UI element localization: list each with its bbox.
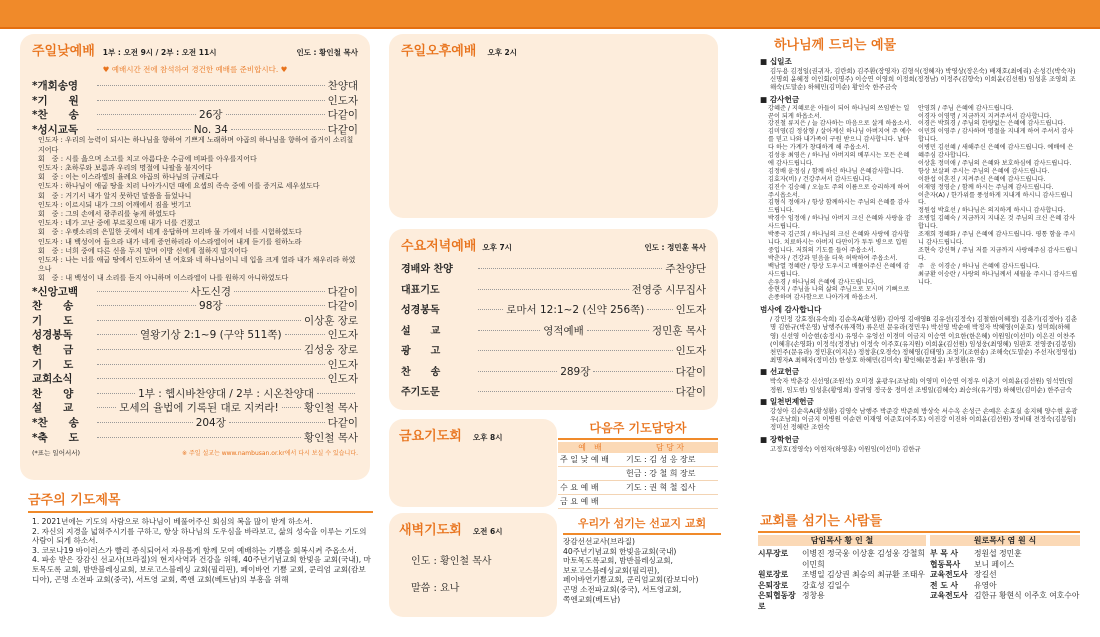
prayer-item: 3. 코로나19 바이러스가 빨리 종식되어서 자유롭게 함께 모여 예배하는 기쁨을 회복시켜 주옵소서.	[32, 545, 357, 555]
website-note: ※ 주일 설교는 www.nambusan.or.kr에서 다시 보실 수 있습니다.	[182, 450, 358, 458]
worship-item	[32, 342, 358, 357]
dot-leader	[97, 291, 188, 292]
responsive-line: 회 중 : 시를 읊으며 소고를 치고 아름다운 수금에 비파를 아우를지어다	[38, 154, 257, 163]
worship-item	[32, 122, 358, 137]
offering-category-name: ■ 일천번제헌금	[760, 396, 814, 406]
staff-row	[758, 570, 926, 581]
dot-leader	[478, 289, 629, 290]
next-week-row	[558, 467, 718, 481]
worship-item	[32, 313, 358, 328]
worship-item	[401, 363, 706, 384]
missions	[563, 515, 721, 604]
item-person: 인도자	[327, 94, 358, 107]
wed-leader: 인도 : 정민훈 목사	[644, 243, 706, 252]
item-label: *개회송영	[32, 80, 79, 92]
dot-leader	[285, 334, 325, 335]
staff-role: 전 도 사	[930, 580, 959, 590]
dawn-prayer-box	[389, 513, 557, 617]
item-person: 다같이	[675, 365, 706, 378]
item-label: 설 교	[32, 402, 74, 415]
sunday-afternoon-box	[389, 34, 718, 218]
dawn-sermon: 말씀 : 요나	[411, 583, 460, 594]
worship-item	[401, 383, 706, 404]
item-label: 성경봉독	[401, 305, 440, 316]
staff-title: 교회를 섬기는 사람들	[760, 514, 883, 529]
next-week-service: 주 일 낮 예 배	[560, 455, 609, 464]
item-person: 다같이	[327, 109, 359, 122]
item-label: *기 원	[32, 94, 79, 107]
friday-prayer-box	[389, 419, 557, 507]
worship-item	[32, 400, 358, 415]
staff-role: 협동목사	[930, 559, 961, 569]
staff-left	[758, 549, 926, 612]
worship-item	[401, 260, 706, 281]
next-week-row	[558, 495, 718, 509]
staff-right	[930, 549, 1080, 612]
item-content: 1부 : 헵시바찬양대 / 2부 : 시온찬양대	[138, 387, 314, 400]
dot-leader	[647, 309, 672, 310]
responsive-reading	[38, 136, 358, 283]
offering-category	[760, 366, 1078, 393]
item-person: 다같이	[327, 123, 359, 136]
dot-leader	[97, 100, 325, 101]
worship-item	[32, 298, 358, 313]
staff-names: 정원섭 정민훈	[974, 549, 1022, 558]
item-content: 열왕기상 2:1~9 (구약 511쪽)	[139, 329, 282, 342]
offerings-title: 하나님께 드리는 예물	[774, 38, 897, 53]
top-banner-line	[0, 27, 1100, 29]
staff-rule	[758, 531, 1080, 533]
staff-names: 유영아	[974, 580, 997, 590]
dot-leader	[97, 85, 325, 86]
staff-role: 부 목 사	[930, 549, 959, 558]
item-content: 26장	[199, 109, 223, 122]
missions-rule	[563, 533, 721, 535]
item-person: 황인철 목사	[303, 431, 358, 444]
offering-category	[760, 434, 1078, 453]
responsive-line: 인도자 : 초하루와 보름과 우리의 명절에 나팔을 불지어다	[38, 163, 212, 172]
item-person: 정민훈 목사	[651, 324, 707, 337]
staff-row	[930, 549, 1080, 560]
next-week-head-person: 담 당 자	[622, 442, 718, 453]
dawn-time: 오전 6시	[472, 527, 503, 536]
next-week-prayer	[558, 419, 718, 509]
responsive-line: 인도자 : 나는 너를 애굽 땅에서 인도하여 낸 여호와 네 하나님이니 네 입을 크게 열라 내가 채우리라 하였으나	[38, 256, 356, 274]
item-label: 찬 송	[32, 300, 74, 313]
dot-leader	[97, 437, 301, 438]
worship-item	[401, 301, 706, 322]
offering-category-name: ■ 장학헌금	[760, 434, 800, 444]
item-person: 찬양대	[327, 80, 358, 92]
staff-row	[758, 581, 926, 592]
staff-names: 장길선	[974, 570, 997, 579]
worship-item	[32, 386, 358, 401]
dot-leader	[97, 393, 135, 394]
item-label: *성시교독	[32, 123, 79, 136]
prayer-topics-rule	[28, 511, 373, 513]
item-person: 인도자	[675, 304, 707, 316]
missions-title: 우리가 섬기는 선교지 교회	[577, 517, 707, 530]
item-label: 대표기도	[401, 284, 440, 296]
item-person: 인도자	[327, 358, 358, 371]
dot-leader	[97, 114, 196, 115]
item-person: 황인철 목사	[303, 402, 358, 415]
dot-leader	[478, 309, 503, 310]
responsive-line: 인도자 : 내 백성이여 들으라 내가 네게 증언하리라 이스라엘이여 내게 듣기를 원하노라	[38, 237, 302, 246]
worship-item	[32, 93, 358, 108]
emeritus-pastor: 원로목사 염 원 식	[930, 535, 1080, 546]
offering-names: 강성아 김순옥A(황성환) 김영숙 남행주 박준강 박준희 방상숙 서수옥 손성근 손예은 손효실 송지혜 양수현 윤광우(조남희) 이금지 이병원 이순련 이재영 이준호(이주호) 이진강 이진하 이희윤(김선원) 장비태 전정숙(김봉임) 정미선 정혜란 조현숙	[770, 406, 1078, 432]
staff-role: 원로장로	[758, 570, 789, 579]
responsive-line: 인도자 : 하나님이 애굽 땅을 치러 나아가시던 때에 요셉의 족속 중에 이를 증거로 세우셨도다	[38, 182, 320, 191]
item-label: 교회소식	[32, 373, 73, 386]
item-label: 경배와 찬양	[401, 264, 453, 275]
item-person: 인도자	[675, 345, 706, 357]
worship-item	[32, 284, 358, 299]
sunday-service-title: 주일낮예배	[32, 44, 95, 59]
dot-leader	[97, 378, 325, 379]
prayer-topics-list	[28, 517, 373, 584]
dot-leader	[478, 268, 662, 269]
worship-item	[32, 415, 358, 430]
dot-leader	[231, 129, 325, 130]
dawn-title: 새벽기도회	[399, 523, 462, 538]
offerings	[760, 34, 1078, 455]
offering-names: 박숙자 박춘강 신선영(조원석) 오미경 윤광우(조남희) 이영미 이승연 이정우 이춘기 이희윤(김선원) 임석연(임정원, 임도현) 임성훈(황영희) 장귀영 정국웅 정미선 조병일(김혜숙) 최승의(유기명) 하혜민(김미순) 한주금숙	[770, 377, 1074, 394]
item-person: 이상훈 장로	[303, 314, 358, 327]
worship-item	[401, 281, 706, 302]
missions-list: 장감선선교사(브라질) 40주년기념교회 한빛음교회(국내) 마토목도록교회, 밤반블레싱교회, 보로고스블레싱교회(필리핀), 페이바연기쁨교회, 쿤리엄교회(캄보디아) 곤명 소전파교회(중국), 서트영교회, 쪽엔교회(베트남)	[563, 537, 699, 604]
staff-role: 시무장로	[758, 549, 789, 558]
dot-leader	[226, 114, 325, 115]
offerings-categories	[760, 56, 1078, 453]
responsive-line: 인도자 : 우리의 능력이 되시는 하나님을 향하여 기쁘게 노래하며 야곱의 하나님을 향하여 즐거이 소리칠지어다	[38, 136, 354, 154]
item-person: 인도자	[327, 329, 358, 342]
friday-time: 오후 8시	[472, 433, 503, 442]
dot-leader	[97, 422, 193, 423]
dot-leader	[478, 350, 673, 351]
sunday-service-times: 1부 : 오전 9시 / 2부 : 오전 11시	[102, 48, 217, 57]
responsive-line: 인도자 : 이르시되 내가 그의 어깨에서 짐을 벗기고	[38, 200, 192, 209]
dawn-leader: 인도 : 황인철 목사	[411, 556, 492, 567]
staff-row	[930, 570, 1080, 581]
item-content: 204장	[195, 416, 226, 429]
responsive-line: 회 중 : 그의 손에서 광주리를 놓게 하였도다	[38, 210, 176, 218]
next-week-head-worship: 예 배	[558, 442, 622, 453]
church-staff	[758, 510, 1080, 612]
dot-leader	[229, 422, 325, 423]
item-label: 성경봉독	[32, 329, 73, 342]
staff-names: 강효성 김일수	[802, 580, 850, 590]
item-content: 로마서 12:1~2 (신약 256쪽)	[506, 304, 645, 316]
item-label: 헌 금	[32, 344, 74, 356]
offering-category-name: ■ 선교헌금	[760, 367, 800, 377]
dot-leader	[587, 330, 649, 331]
dot-leader	[226, 305, 325, 306]
item-content: 사도신경	[190, 285, 232, 298]
offering-category	[760, 94, 1078, 303]
dot-leader	[317, 393, 355, 394]
worship-item	[401, 322, 706, 343]
next-week-person: 기도 : 권 혁 철 집사	[626, 483, 696, 492]
item-label: *신앙고백	[32, 285, 79, 298]
wed-title: 수요저녁예배	[401, 239, 477, 254]
staff-row	[930, 560, 1080, 571]
dot-leader	[478, 391, 673, 392]
dot-leader	[282, 407, 301, 408]
staff-row	[758, 591, 926, 612]
worship-item	[32, 107, 358, 122]
item-person: 다같이	[675, 386, 706, 398]
next-week-person: 기도 : 김 성 응 장로	[626, 455, 696, 464]
item-content: 모세의 율법에 기록된 대로 지켜라!	[119, 402, 279, 415]
offering-category	[760, 396, 1078, 432]
wed-time: 오후 7시	[482, 243, 512, 252]
next-week-rows	[558, 453, 718, 509]
sunday-service-box	[20, 34, 370, 480]
item-label: 설 교	[401, 325, 441, 337]
item-label: 찬 송	[401, 366, 441, 378]
prayer-topics-title: 금주의 기도제목	[28, 493, 121, 508]
worship-item	[32, 371, 358, 386]
worship-item	[32, 78, 358, 93]
sunday-pm-title: 주일오후예배	[401, 44, 477, 59]
item-content: 98장	[199, 300, 223, 313]
dot-leader	[234, 291, 325, 292]
dot-leader	[593, 371, 672, 372]
offering-category-name: ■ 감사헌금	[760, 94, 800, 104]
next-week-title: 다음주 기도담당자	[589, 421, 687, 435]
dot-leader	[97, 349, 301, 350]
staff-names: 보니 페이스	[974, 559, 1015, 569]
staff-names: 정창용	[802, 591, 825, 600]
friday-title: 금요기도회	[399, 429, 462, 444]
prayer-topics	[28, 489, 373, 584]
prayer-item: 1. 2021년에는 기도의 사람으로 하나님이 베풀어주신 회심의 복을 많이 받게 하소서.	[32, 517, 313, 526]
sunday-pm-time: 오후 2시	[487, 48, 518, 57]
next-week-service: 금 요 예 배	[560, 497, 599, 506]
order-of-worship-part1	[32, 78, 358, 136]
dot-leader	[97, 407, 116, 408]
dot-leader	[97, 129, 191, 130]
next-week-person: 헌금 : 강 철 희 장로	[626, 469, 696, 478]
worship-notice: ♥ 예배시간 전에 참석하여 경건한 예배를 준비합시다. ♥	[102, 65, 288, 74]
sunday-service-leader: 인도 : 황인철 목사	[296, 48, 358, 57]
worship-item	[32, 430, 358, 445]
item-label: *찬 송	[32, 416, 79, 429]
staff-names: 김한규 황현식 이주호 여호수아	[974, 591, 1080, 600]
responsive-line: 회 중 : 내 백성이 내 소리를 듣지 아니하며 이스라엘이 나를 원하지 아니하였도다	[38, 274, 289, 283]
dot-leader	[97, 320, 301, 321]
staff-names: 조병일 김상권 최승의 최규환 조태우	[802, 570, 925, 579]
item-label: 기 도	[32, 358, 74, 371]
responsive-line: 인도자 : 네가 고난 중에 부르짖으매 내가 너를 건졌고	[38, 219, 201, 228]
staff-row	[758, 549, 926, 570]
next-week-service: 수 요 예 배	[560, 483, 599, 492]
next-week-rule	[558, 438, 718, 440]
item-person: 다같이	[327, 300, 359, 313]
offering-names: 김두용 김정일(권귀자, 김란희) 김주환(장영자) 김형식(정혜자) 박영상(장은숙) 배재호(최에리) 손성긴(박숙자) 신명희 윤혜정 이인회(이명주) 이승연 이영희 이정희(정경남) 이정주(김향숙) 이희윤(김선원) 임성훈 조영희 조해숙(도말순) 하혜민(김미순) 황인숙 한주금숙	[770, 67, 1076, 92]
offering-category-name: ■ 십일조	[760, 57, 792, 66]
staff-role: 교육전도사	[930, 591, 968, 600]
dot-leader	[478, 371, 557, 372]
next-week-row	[558, 481, 718, 495]
offering-names: 고정호(정영숙) 이현자(하영훈) 이원임(이선미) 김한규	[770, 444, 921, 453]
prayer-item: 2. 자신의 지경을 넓혀주시기를 구하고, 항상 하나님의 도우심을 바라보고, 삶의 성숙을 이루는 기도의 사람이 되게 하소서.	[32, 526, 367, 546]
senior-pastor: 담임목사 황 인 철	[758, 535, 926, 546]
item-label: 찬 양	[32, 387, 74, 400]
responsive-line: 회 중 : 너희 중에 다른 신을 두지 말며 이방 신에게 절하지 말지어다	[38, 246, 248, 255]
item-person: 인도자	[327, 373, 358, 386]
worship-item	[401, 342, 706, 363]
dot-leader	[478, 330, 540, 331]
item-label: 광 고	[401, 346, 441, 357]
order-of-worship-part2	[32, 284, 358, 445]
responsive-line: 회 중 : 거기서 내가 알지 못하던 말씀을 들었나니	[38, 191, 192, 200]
item-label: *찬 송	[32, 109, 79, 122]
item-person: 다같이	[327, 285, 359, 298]
worship-item	[32, 327, 358, 342]
offering-names: / 강민정 강효정(유숙희) 김순옥A(황성환) 김아영 김애영B 김유선(김정숙) 김철현(이혜정) 김춘기(김정아) 김춘명 김한규(박은영) 남행주(류재혁) 류은빈 문유라(정민우) 박선영 박순애 박정자 박혜영(이운호) 성미희(하혜영) 신선영 이승현(송정시) 유영수 유엉선 이경미 이금지 이승연 이요한(한은혜) 이원임(이선미) 이은진 이찬주(이혜휴(손영화) 이정석(정경남) 이정숙 이주호(유지원) 이희윤(김선원) 임성웅(최영혜) 임판호 전영중(김봉임) 천민주(문유라) 정민훈(이지은) 정창훈(오경숙) 정혜영(김태영) 조정기(조현송) 조해숙(도말순) 주선자(정영섭) 최명자A 최혜자(정미선) 한성호 하혜민(김미숙) 황인혜(문정윤) 부정환(유 영)	[770, 315, 1078, 365]
dot-leader	[97, 364, 325, 365]
item-person: 주찬양단	[665, 263, 706, 275]
standing-footnote: (*표는 일어서서)	[32, 449, 81, 458]
item-label: 주기도문	[401, 387, 440, 398]
staff-names: 이병진 정국웅 이상훈 김성웅 강철희 이민희	[802, 549, 925, 569]
item-content: 289장	[560, 365, 591, 378]
item-person: 다같이	[327, 416, 358, 429]
responsive-line: 회 중 : 우렛소리의 은밀한 곳에서 네게 응답하며 므리바 물 가에서 너를 시험하였도다	[38, 228, 302, 237]
wed-order	[401, 260, 706, 404]
offering-category	[760, 304, 1078, 364]
worship-item	[32, 357, 358, 372]
dot-leader	[97, 334, 137, 335]
offering-category	[760, 56, 1078, 92]
item-label: 기 도	[32, 314, 74, 327]
staff-role: 은퇴협동장로	[758, 591, 796, 611]
item-person: 전영중 시무집사	[631, 283, 706, 296]
staff-role: 교육전도사	[930, 570, 968, 579]
responsive-line: 회 중 : 이는 이스라엘의 율례요 야곱의 하나님의 규례로다	[38, 173, 219, 182]
staff-row	[930, 581, 1080, 592]
offering-thanks-columns	[760, 105, 1078, 303]
wednesday-service-box	[389, 229, 718, 410]
thanks-left: 강혜준 / 지혜로운 아들이 되어 하나님의 쓰임받는 일꾼이 되게 하옵소서. 강진철 류지은 / 늘 감사하는 마음으로 살게 하옵소서. 김미영(김 정삼형 / 살아계신 하나님 아버지여 주 예수를 믿고 나와 내가족이 구원 받으니 감사합니다. 날마다 하는 가계가 창대하게 해 주옵소서. 김성웅 최영은 / 하나님 아버지의 베푸시는 모든 은혜에 감사드립니다. 김정배 윤정심 / 함께 하신 하나님 은혜감사합니다. 김효자(비) / 건강주셔서 감사드립니다. 김진수 김승혜 / 오늘도 주의 이름으로 승리하게 하여 주시옵소서. 김형식 정애자 / 항상 함께하시는 주님의 은혜를 감사드립니다. 박경수 임정애 / 하나님 아버지 크신 은혜와 사랑을 감사드립니다. 박종국 김근희 / 하나님의 크신 은혜와 사랑에 감사합니다. 치료하시는 아버지 다만이가 투두 병으로 입원 중입니다. 저희의 기도를 들어 주옵소서. 박춘자 / 건강과 믿음을 더욱 허락하여 주옵소서. 백남열 정혜란 / 항상 도우시고 배풀어주신 은혜에 감사드립니다. 손우경 / 하나님의 은혜에 감사드립니다. 송현지 / 주님을 나의 삶의 주님으로 모시며 기뻐으로 손종하며 감사함으로 나아가게 하옵소서.	[768, 104, 912, 302]
item-person: 김성웅 장로	[303, 344, 358, 356]
staff-role: 은퇴장로	[758, 580, 789, 590]
thanks-right: 안영희 / 주님 은혜에 감사드립니다. 이경자 이영명 / 지금까지 지켜주셔서 감사합니다. 이경은 박희경 / 주님의 한량없는 은혜에 감사드립니다. 이민희 이영주 / 감사하며 명절을 지내게 하여 주셔서 감사합니다. 이병민 김선혜 / 새해주신 은혜에 감사드립니다. 예배에 은혜주심 감사합니다. 이상훈 정미애 / 주님의 은혜와 보호하심에 감사드립니다. 항상 보살펴 주시는 주님의 은혜에 감사드립니다. 이완섭 이혼진 / 지켜주신 은혜에 감사드립니다. 이재영 정영순 / 함께 하시는 주님께 감사드립니다. 이춘자(A) / 한가위를 풍성하게 지내게 하시니 감사드립니다. 정원섭 박효선 / 하나님은 의지하게 하시니 감사합니다. 조병일 김혜숙 / 지금까지 지내온 것 주님의 크신 은혜 감사합니다. 조재희 정혜화 / 주님 은혜에 감사드립니다. 평통 함을 주시니 감사드립니다. 조현숙 강신혁 / 주님 저를 지금까지 사랑해주심 감사드립니다. 주 운 이경순 / 하나님 은혜에 감사드립니다. 최규환 이승란 / 사랑의 하나님께서 세월을 주시니 감사드립니다.	[918, 104, 1078, 286]
dot-leader	[97, 305, 196, 306]
item-content: No. 34	[193, 123, 228, 136]
top-banner	[0, 0, 1100, 27]
item-label: *축 도	[32, 431, 79, 444]
item-content: 영적예배	[543, 324, 584, 337]
next-week-row	[558, 453, 718, 467]
offering-category-name: 범사에 감사합니다	[760, 305, 822, 315]
staff-row	[930, 591, 1080, 602]
prayer-item: 4. 파송 받은 장감신 선교사(브라질)의 현지사역과 건강을 위해, 40주년기념교회 한빛음 교회(국내), 마토목도록 교회, 밤반블레싱교회, 보로고스블레싱 교회(필리핀), 페이바연 기쁨 교회, 쿤리엄 교회(캄보디아), 곤명 소전파 교회(중국), 서트영 교회, 쪽엔 교회(베트남)의 부흥을 위해	[32, 555, 371, 584]
